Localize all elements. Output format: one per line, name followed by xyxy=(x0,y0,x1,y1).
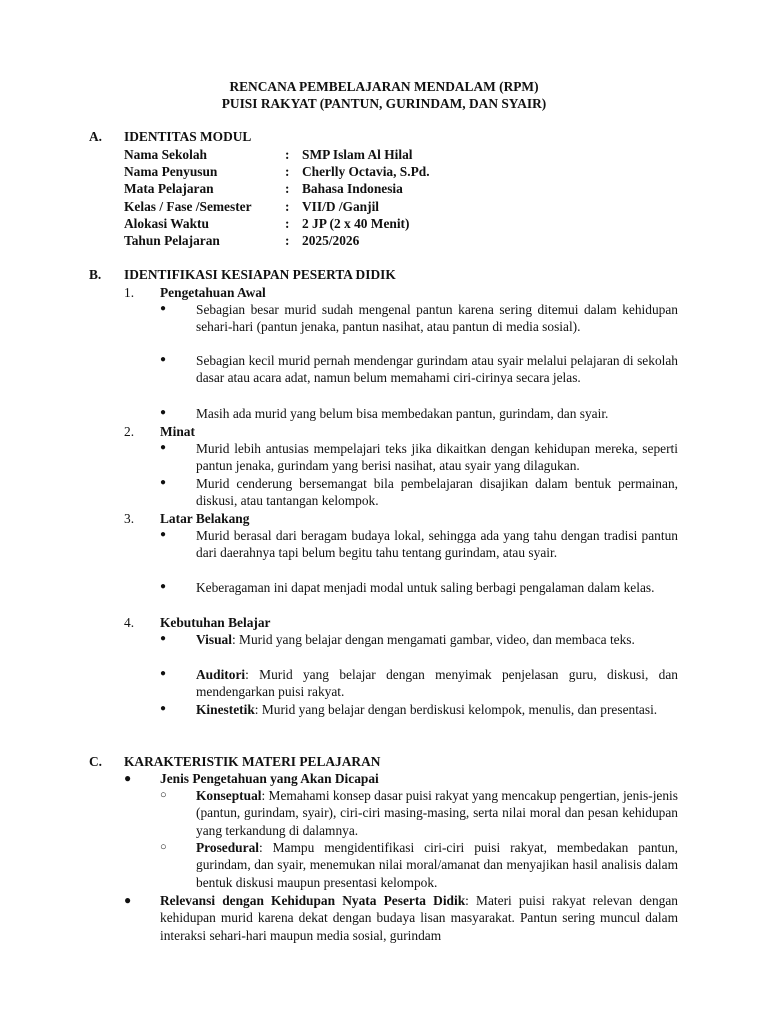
section-title: IDENTIFIKASI KESIAPAN PESERTA DIDIK xyxy=(124,267,396,282)
list-item: Murid lebih antusias mempelajari teks jika dikaitkan dengan kehidupan mereka, seperti pantun jenaka, gurindam yang berisi nasihat, atau syair yang dilagukan. xyxy=(196,441,678,474)
identity-colon: : xyxy=(285,164,290,179)
identity-label: Mata Pelajaran xyxy=(124,181,214,196)
bullet-icon: ● xyxy=(160,354,167,365)
section-letter: C. xyxy=(89,754,103,769)
list-number: 2. xyxy=(124,424,135,439)
bullet-icon: ● xyxy=(160,668,167,679)
circle-bullet-icon: ○ xyxy=(160,841,167,853)
identity-value: VII/D /Ganjil xyxy=(302,199,380,214)
identity-value: 2025/2026 xyxy=(302,233,360,248)
list-item xyxy=(160,892,678,944)
identity-value: Bahasa Indonesia xyxy=(302,181,403,196)
list-item: Sebagian besar murid sudah mengenal pantun karena sering ditemui dalam kehidupan sehari-hari (pantun jenaka, pantun nasihat, atau pantun di media sosial). xyxy=(196,302,678,335)
list-item xyxy=(196,839,678,891)
bullet-icon: ● xyxy=(160,703,167,714)
section-title: KARAKTERISTIK MATERI PELAJARAN xyxy=(124,754,381,769)
list-number: 3. xyxy=(124,511,135,526)
section-title: IDENTITAS MODUL xyxy=(124,129,252,144)
bullet-icon: ● xyxy=(160,529,167,540)
bullet-icon: ● xyxy=(124,771,132,785)
bullet-icon: ● xyxy=(160,633,167,644)
bullet-icon: ● xyxy=(160,303,167,314)
subsection-heading: Jenis Pengetahuan yang Akan Dicapai xyxy=(160,771,379,786)
subsection-heading: Pengetahuan Awal xyxy=(160,285,266,300)
bullet-icon: ● xyxy=(124,893,132,907)
bullet-icon: ● xyxy=(160,442,167,453)
subsection-heading: Latar Belakang xyxy=(160,511,250,526)
identity-colon: : xyxy=(285,147,290,162)
identity-label: Tahun Pelajaran xyxy=(124,233,220,248)
identity-colon: : xyxy=(285,181,290,196)
term-description: : Murid yang belajar dengan berdiskusi kelompok, menulis, dan presentasi. xyxy=(254,702,658,717)
bullet-icon: ● xyxy=(160,407,167,418)
circle-bullet-icon: ○ xyxy=(160,789,167,801)
term: Visual xyxy=(196,632,232,647)
section-letter: B. xyxy=(89,267,102,282)
term: Konseptual xyxy=(196,788,262,803)
identity-label: Alokasi Waktu xyxy=(124,216,209,231)
identity-value: SMP Islam Al Hilal xyxy=(302,147,413,162)
document-title: RENCANA PEMBELAJARAN MENDALAM (RPM) xyxy=(229,79,539,94)
identity-label: Nama Sekolah xyxy=(124,147,207,162)
bullet-icon: ● xyxy=(160,581,167,592)
term-description: : Materi puisi rakyat relevan dengan kehidupan murid karena dekat dengan budaya lisan masyarakat. Pantun sering muncul dalam interaksi sehari-hari maupun media sosial, gurindam xyxy=(160,893,678,943)
list-item xyxy=(196,631,678,648)
term-description: : Mampu mengidentifikasi ciri-ciri puisi rakyat, membedakan pantun, gurindam, dan syair, menemukan nilai moral/amanat dan menyajikan hasil analisis dalam bentuk diskusi maupun presentasi kelompok. xyxy=(196,840,678,890)
term: Prosedural xyxy=(196,840,259,855)
identity-label: Nama Penyusun xyxy=(124,164,218,179)
list-item xyxy=(196,701,678,718)
list-item: Murid berasal dari beragam budaya lokal, sehingga ada yang tahu dengan tradisi pantun dari daerahnya tapi belum begitu tahu tentang gurindam, atau syair. xyxy=(196,528,678,561)
list-number: 1. xyxy=(124,285,135,300)
identity-value: Cherlly Octavia, S.Pd. xyxy=(302,164,430,179)
section-letter: A. xyxy=(89,129,103,144)
list-number: 4. xyxy=(124,615,135,630)
list-item: Keberagaman ini dapat menjadi modal untuk saling berbagi pengalaman dalam kelas. xyxy=(196,580,655,595)
term: Auditori xyxy=(196,667,246,682)
bullet-icon: ● xyxy=(160,477,167,488)
document-subtitle: PUISI RAKYAT (PANTUN, GURINDAM, DAN SYAIR) xyxy=(221,96,547,111)
term: Relevansi dengan Kehidupan Nyata Peserta Didik xyxy=(160,893,466,908)
identity-label: Kelas / Fase /Semester xyxy=(124,199,252,214)
identity-colon: : xyxy=(285,216,290,231)
identity-value: 2 JP (2 x 40 Menit) xyxy=(302,216,410,231)
list-item: Masih ada murid yang belum bisa membedakan pantun, gurindam, dan syair. xyxy=(196,406,609,421)
list-item: Sebagian kecil murid pernah mendengar gurindam atau syair melalui pelajaran di sekolah dasar atau acara adat, namun belum memahami ciri-cirinya secara jelas. xyxy=(196,353,678,386)
subsection-heading: Minat xyxy=(160,424,195,439)
identity-colon: : xyxy=(285,233,290,248)
term-description: : Murid yang belajar dengan menyimak penjelasan guru, diskusi, dan mendengarkan puisi rakyat. xyxy=(196,667,678,700)
list-item xyxy=(196,666,678,701)
term-description: : Memahami konsep dasar puisi rakyat yang mencakup pengertian, jenis-jenis (pantun, gurindam, syair), ciri-ciri masing-masing, serta nilai moral dan pesan kehidupan yang terkandung di dalamnya. xyxy=(196,788,678,838)
identity-colon: : xyxy=(285,199,290,214)
subsection-heading: Kebutuhan Belajar xyxy=(160,615,271,630)
list-item xyxy=(196,787,678,839)
term: Kinestetik xyxy=(196,702,255,717)
list-item: Murid cenderung bersemangat bila pembelajaran disajikan dalam bentuk permainan, diskusi, atau tantangan kelompok. xyxy=(196,476,678,509)
term-description: : Murid yang belajar dengan mengamati gambar, video, dan membaca teks. xyxy=(231,632,635,647)
